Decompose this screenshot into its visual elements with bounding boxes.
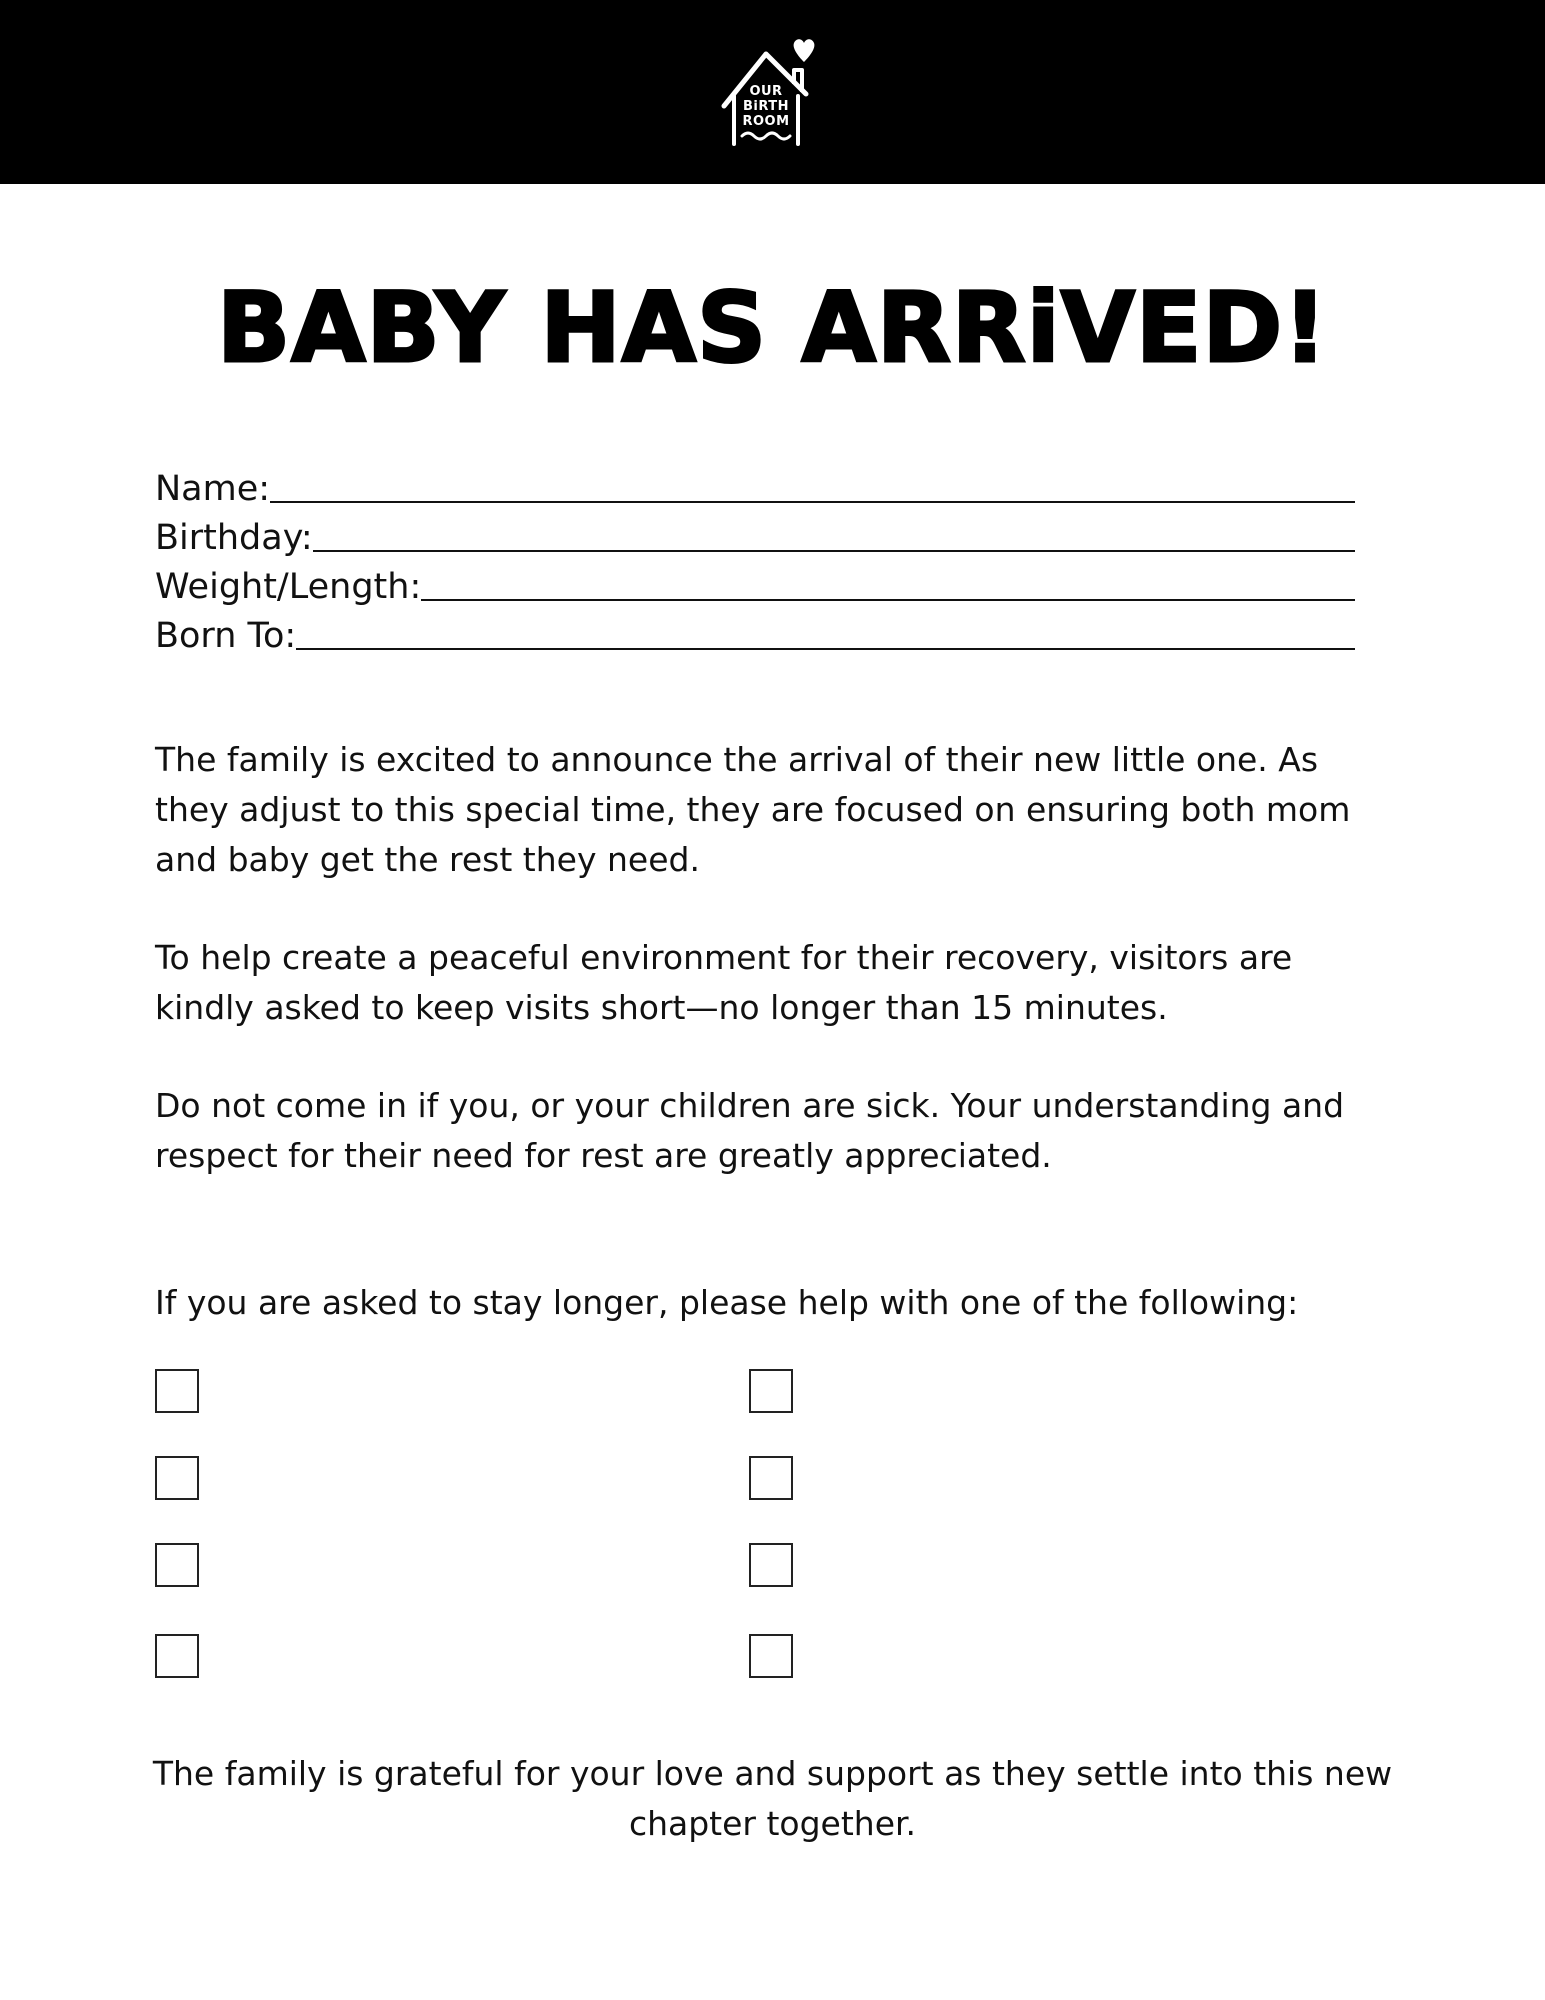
field-blank-line[interactable] (296, 648, 1355, 650)
page-title: BABY HAS ARRiVED! (217, 272, 1328, 384)
field-label: Birthday: (155, 518, 313, 558)
field-weight-length[interactable] (155, 560, 1355, 609)
checklist-checkbox[interactable] (749, 1543, 793, 1587)
logo-text-line: BiRTH (742, 99, 790, 114)
closing-message: The family is grateful for your love and support as they settle into this new chapter together. (152, 1754, 1393, 1843)
logo-text-line: OUR (749, 84, 783, 99)
field-label: Name: (155, 469, 271, 509)
checklist-checkbox[interactable] (155, 1369, 199, 1413)
our-birth-room-logo (718, 36, 828, 150)
announcement-paragraph: The family is excited to announce the arrival of their new little one. As they adjust to this special time, they are focused on ensuring both mom and baby get the rest they need. (155, 740, 1351, 879)
field-name[interactable] (155, 462, 1355, 511)
checklist-checkbox[interactable] (749, 1369, 793, 1413)
sickness-paragraph: Do not come in if you, or your children are sick. Your understanding and respect for their need for rest are greatly appreciated. (155, 1086, 1345, 1175)
checklist-checkbox[interactable] (155, 1456, 199, 1500)
header-bar (0, 0, 1545, 184)
field-blank-line[interactable] (313, 550, 1355, 552)
field-label: Weight/Length: (155, 567, 422, 607)
info-fields (155, 462, 1355, 658)
help-prompt: If you are asked to stay longer, please help with one of the following: (155, 1283, 1299, 1322)
field-label: Born To: (155, 616, 297, 656)
checklist-checkbox[interactable] (155, 1543, 199, 1587)
field-blank-line[interactable] (270, 501, 1355, 503)
checklist-checkbox[interactable] (749, 1456, 793, 1500)
checklist-checkbox[interactable] (155, 1634, 199, 1678)
field-birthday[interactable] (155, 511, 1355, 560)
logo-text-line: ROOM (742, 114, 790, 129)
field-blank-line[interactable] (421, 599, 1355, 601)
field-born-to[interactable] (155, 609, 1355, 658)
checklist-checkbox[interactable] (749, 1634, 793, 1678)
visit-length-paragraph: To help create a peaceful environment for their recovery, visitors are kindly asked to keep visits short—no longer than 15 minutes. (155, 938, 1293, 1027)
